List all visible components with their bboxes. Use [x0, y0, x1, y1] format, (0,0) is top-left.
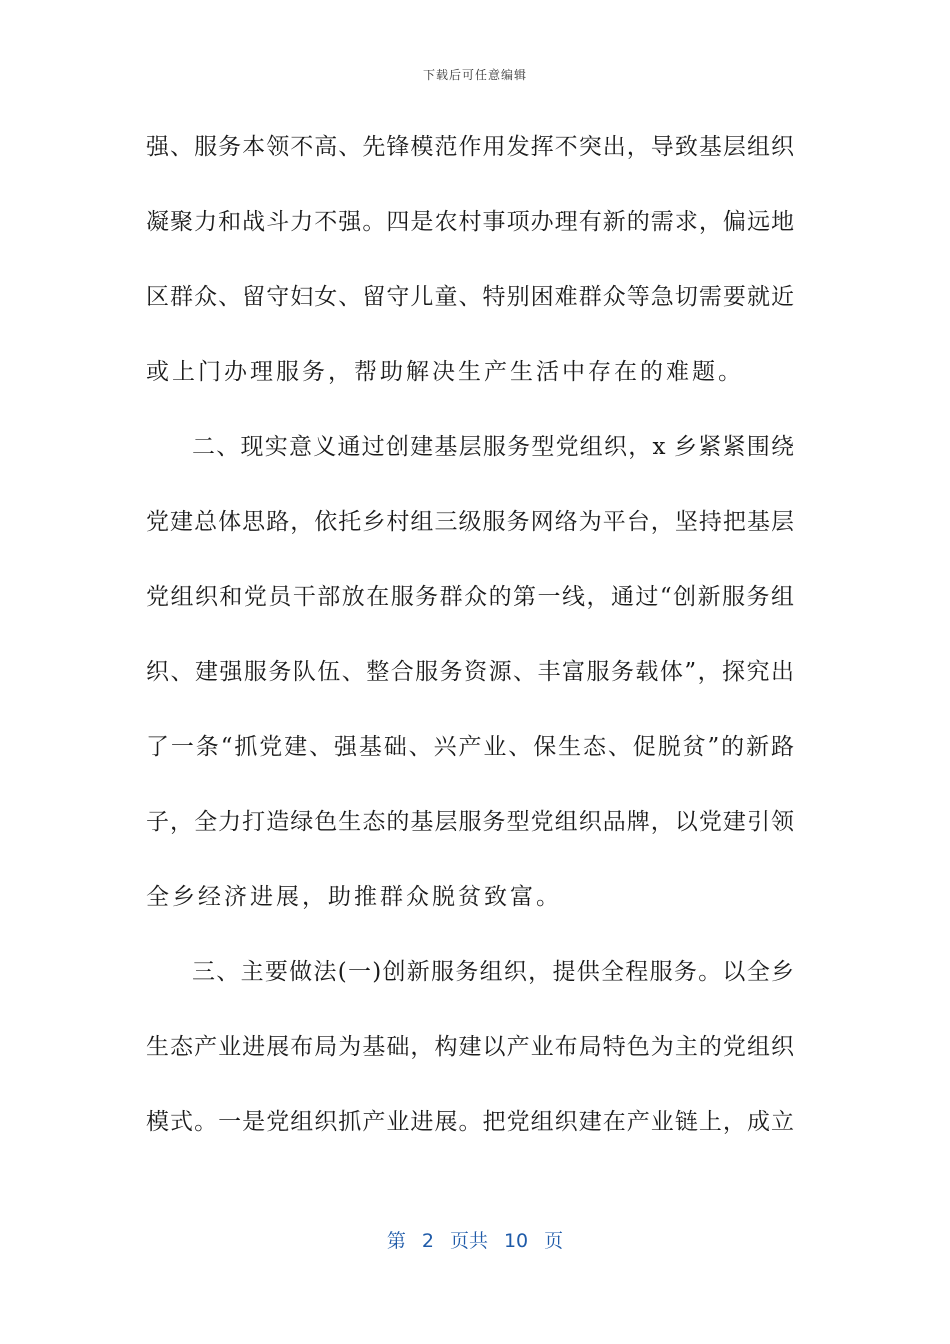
- paragraph-2-line-5: 了一条“抓党建、强基础、兴产业、保生态、促脱贫”的新路: [146, 734, 794, 760]
- paragraph-2-line-4: 织、建强服务队伍、整合服务资源、丰富服务载体”，探究出: [146, 659, 794, 685]
- paragraph-1-line-3: 区群众、留守妇女、留守儿童、特别困难群众等急切需要就近: [146, 284, 794, 310]
- page-header: 下载后可任意编辑: [422, 68, 527, 82]
- paragraph-3-line-3: 模式。一是党组织抓产业进展。把党组织建在产业链上，成立: [146, 1109, 794, 1135]
- paragraph-2-line-2: 党建总体思路，依托乡村组三级服务网络为平台，坚持把基层: [146, 509, 794, 535]
- current-page-number: 2: [421, 1230, 434, 1252]
- paragraph-1-line-4: 或上门办理服务，帮助解决生产生活中存在的难题。: [146, 359, 744, 385]
- paragraph-2-line-1: 二、现实意义通过创建基层服务型党组织，x 乡紧紧围绕: [192, 434, 794, 460]
- document-body: [146, 124, 794, 1174]
- paragraph-2-line-6: 子，全力打造绿色生态的基层服务型党组织品牌，以党建引领: [146, 809, 794, 835]
- paragraph-2-line-7: 全乡经济进展，助推群众脱贫致富。: [146, 884, 562, 910]
- page-label-suffix: 页: [544, 1230, 564, 1252]
- paragraph-3-line-2: 生态产业进展布局为基础，构建以产业布局特色为主的党组织: [146, 1034, 794, 1060]
- page-footer: [0, 1226, 950, 1253]
- page-label-prefix: 第: [386, 1230, 406, 1252]
- paragraph-2-line-3: 党组织和党员干部放在服务群众的第一线，通过“创新服务组: [146, 584, 794, 610]
- paragraph-1-line-2: 凝聚力和战斗力不强。四是农村事项办理有新的需求，偏远地: [146, 209, 794, 235]
- paragraph-1-line-1: 强、服务本领不高、先锋模范作用发挥不突出，导致基层组织: [146, 134, 794, 160]
- page-label-mid: 页共: [449, 1230, 488, 1252]
- total-pages-number: 10: [503, 1230, 529, 1252]
- paragraph-3-line-1: 三、主要做法(一)创新服务组织，提供全程服务。以全乡: [192, 959, 794, 985]
